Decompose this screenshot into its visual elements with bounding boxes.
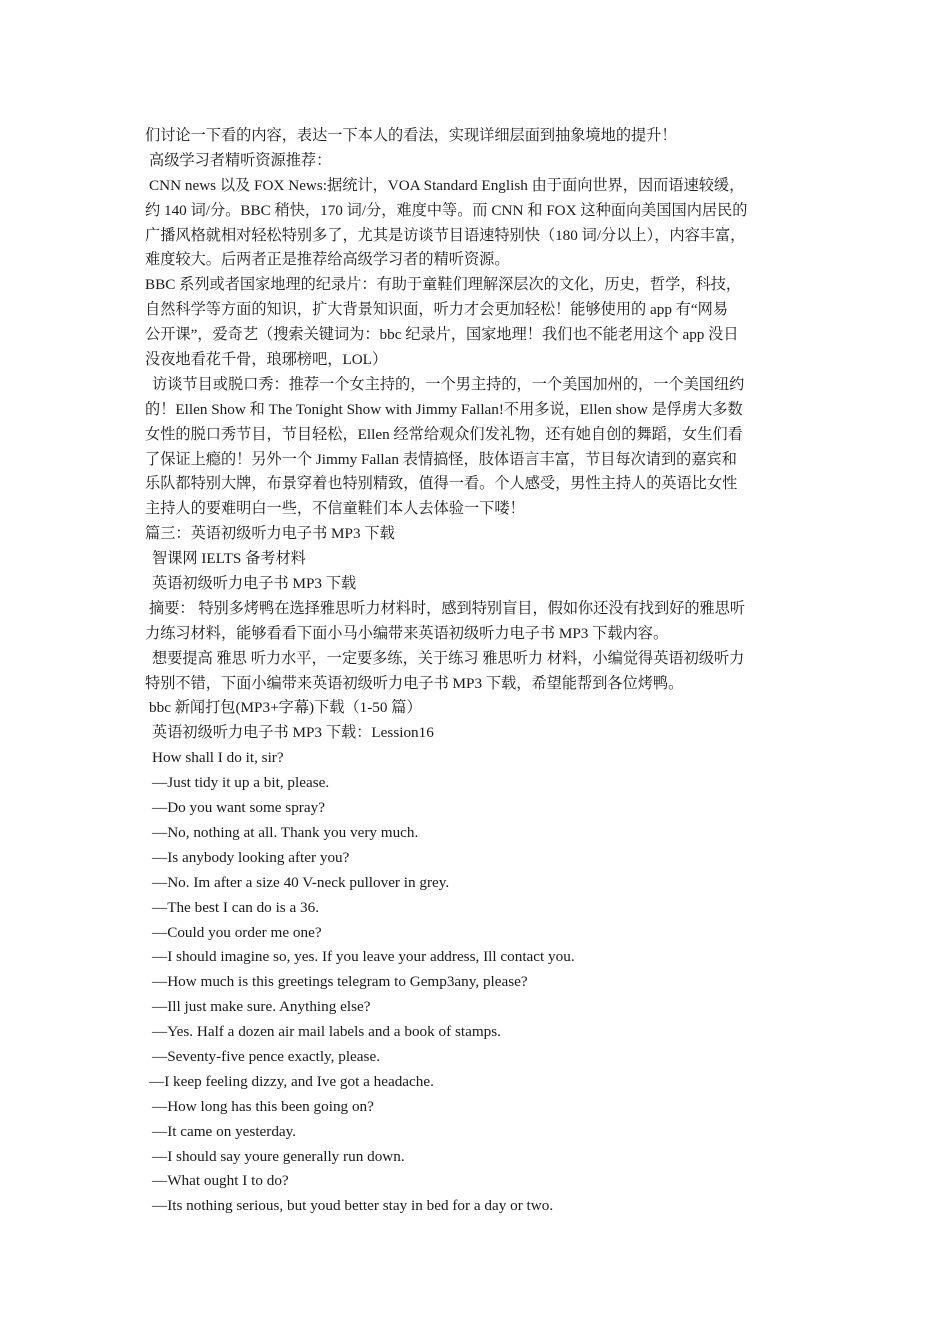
text-line: —No. Im after a size 40 V-neck pullover in grey. [152, 873, 450, 891]
text-line: —Do you want some spray? [152, 799, 325, 817]
text-line: 智课网 IELTS 备考材料 [152, 550, 306, 568]
text-line: —How much is this greetings telegram to Gemp3any, please? [152, 973, 528, 991]
text-line: 广播风格就相对轻松特别多了，尤其是访谈节目语速特别快（180 词/分以上），内容丰富， [145, 226, 746, 244]
text-line: 英语初级听力电子书 MP3 下载 [152, 575, 357, 593]
text-line: 高级学习者精听资源推荐： [149, 151, 332, 169]
text-line: —Yes. Half a dozen air mail labels and a book of stamps. [152, 1023, 501, 1041]
document-page [145, 124, 825, 1219]
text-line: 英语初级听力电子书 MP3 下载：Lession16 [152, 724, 434, 742]
text-line: 女性的脱口秀节目，节目轻松，Ellen 经常给观众们发礼物，还有她自创的舞蹈，女生们看 [145, 425, 743, 443]
text-line: —The best I can do is a 36. [152, 898, 320, 916]
text-line: —Ill just make sure. Anything else? [152, 998, 371, 1016]
text-line: —I should say youre generally run down. [152, 1147, 405, 1165]
text-line: 篇三：英语初级听力电子书 MP3 下载 [145, 525, 395, 543]
text-line: 们讨论一下看的内容，表达一下本人的看法，实现详细层面到抽象境地的提升！ [145, 127, 677, 144]
text-line: —Its nothing serious, but youd better stay in bed for a day or two. [152, 1197, 554, 1215]
text-line: 想要提高 雅思 听力水平，一定要多练，关于练习 雅思听力 材料，小编觉得英语初级听力 [152, 649, 745, 667]
text-line: bbc 新闻打包(MP3+字幕)下载（1-50 篇） [149, 699, 422, 717]
text-line: CNN news 以及 FOX News:据统计，VOA Standard English 由于面向世界，因而语速较缓， [149, 176, 745, 194]
text-line: 乐队都特别大牌，布景穿着也特别精致，值得一看。个人感受，男性主持人的英语比女性 [145, 475, 738, 493]
text-line: —I should imagine so, yes. If you leave your address, Ill contact you. [152, 948, 575, 966]
text-line: 主持人的要难明白一些，不信童鞋们本人去体验一下喽！ [145, 500, 525, 518]
text-line: How shall I do it, sir? [152, 749, 284, 767]
text-line: 公开课”，爱奇艺（搜索关键词为：bbc 纪录片，国家地理！我们也不能老用这个 app 没日 [145, 326, 739, 344]
text-line: 没夜地看花千骨，琅琊榜吧，LOL） [145, 351, 388, 369]
text-line: —Is anybody looking after you? [152, 848, 350, 866]
text-line: —Seventy-five pence exactly, please. [152, 1047, 380, 1065]
text-line: 力练习材料，能够看看下面小马小编带来英语初级听力电子书 MP3 下载内容。 [145, 624, 669, 642]
text-line: 的！Ellen Show 和 The Tonight Show with Jimmy Fallan!不用多说，Ellen show 是俘虏大多数 [145, 400, 743, 418]
text-line: 访谈节目或脱口秀：推荐一个女主持的，一个男主持的，一个美国加州的，一个美国纽约 [152, 375, 745, 393]
text-line: 难度较大。后两者正是推荐给高级学习者的精听资源。 [145, 251, 510, 269]
text-line: —Could you order me one? [152, 923, 322, 941]
text-line: —What ought I to do? [152, 1172, 289, 1190]
text-line: 摘要： 特别多烤鸭在选择雅思听力材料时，感到特别盲目，假如你还没有找到好的雅思听 [149, 599, 746, 617]
text-line: —Just tidy it up a bit, please. [152, 774, 330, 792]
text-line: 特别不错，下面小编带来英语初级听力电子书 MP3 下载，希望能帮到各位烤鸭。 [145, 674, 684, 692]
text-line: BBC 系列或者国家地理的纪录片：有助于童鞋们理解深层次的文化，历史，哲学，科技， [145, 276, 742, 294]
text-line: 自然科学等方面的知识，扩大背景知识面，听力才会更加轻松！能够使用的 app 有“网易 [145, 301, 729, 319]
text-line: —I keep feeling dizzy, and Ive got a headache. [149, 1072, 434, 1090]
text-line: —It came on yesterday. [152, 1122, 297, 1140]
text-line: 约 140 词/分。BBC 稍快，170 词/分，难度中等。而 CNN 和 FOX 这种面向美国国内居民的 [145, 201, 748, 219]
text-line: —No, nothing at all. Thank you very much. [152, 823, 419, 841]
text-line: 了保证上瘾的！另外一个 Jimmy Fallan 表情搞怪，肢体语言丰富，节目每次请到的嘉宾和 [145, 450, 737, 468]
text-line: —How long has this been going on? [152, 1097, 374, 1115]
